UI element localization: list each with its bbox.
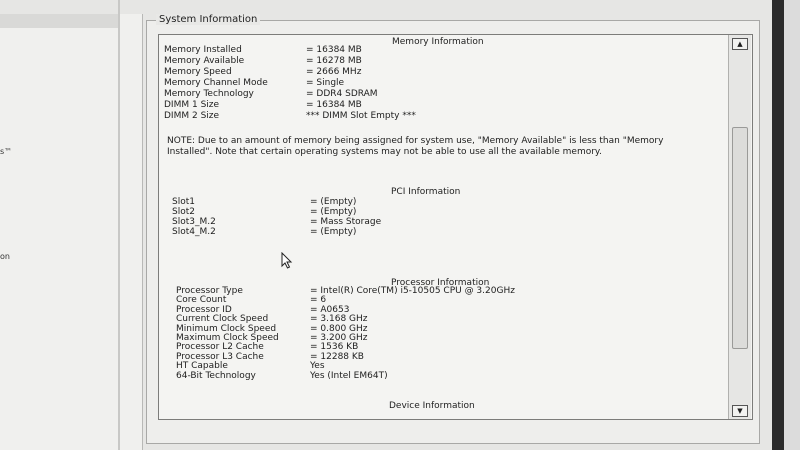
pane-divider [118, 0, 120, 450]
monitor-bezel [772, 0, 784, 450]
processor-value: Yes (Intel EM64T) [310, 370, 388, 381]
pci-row [172, 207, 592, 217]
processor-value: = Intel(R) Core(TM) i5-10505 CPU @ 3.20GHz [310, 286, 515, 296]
pci-value: = (Empty) [310, 207, 357, 217]
pci-label: Slot4_M.2 [172, 227, 216, 237]
processor-value: Yes [310, 361, 325, 372]
memory-label: Memory Channel Mode [164, 78, 268, 88]
processor-value: = 3.168 GHz [310, 314, 368, 325]
processor-label: 64-Bit Technology [176, 370, 256, 381]
navigation-pane [0, 14, 143, 450]
processor-label: Core Count [176, 295, 227, 306]
system-info-panel [158, 34, 753, 420]
pci-row [172, 217, 592, 227]
processor-label: Processor ID [176, 304, 232, 315]
up-arrow-icon[interactable]: ▲ [732, 38, 748, 50]
memory-value: = 2666 MHz [306, 67, 362, 77]
memory-value: *** DIMM Slot Empty *** [306, 111, 416, 121]
scroll-thumb[interactable] [732, 127, 748, 349]
processor-label: Minimum Clock Speed [176, 323, 277, 334]
group-title: System Information [156, 14, 260, 25]
memory-label: Memory Installed [164, 45, 242, 55]
processor-label: HT Capable [176, 361, 228, 372]
processor-label: Current Clock Speed [176, 314, 269, 325]
memory-section-title: Memory Information [392, 37, 484, 47]
pci-label: Slot1 [172, 197, 195, 207]
memory-value: = 16384 MB [306, 45, 362, 55]
processor-value: = 3.200 GHz [310, 333, 368, 343]
processor-label: Processor L3 Cache [176, 351, 264, 362]
memory-row [164, 67, 584, 77]
memory-row [164, 100, 584, 110]
device-section-title: Device Information [389, 401, 475, 411]
memory-label: DIMM 2 Size [164, 111, 220, 121]
pci-label: Slot2 [172, 207, 195, 217]
memory-label: DIMM 1 Size [164, 100, 220, 110]
processor-label: Processor L2 Cache [176, 342, 264, 353]
processor-label: Maximum Clock Speed [176, 333, 279, 343]
pci-value: = (Empty) [310, 227, 357, 237]
memory-label: Memory Available [164, 56, 245, 66]
processor-label: Processor Type [176, 286, 243, 296]
memory-row [164, 89, 584, 99]
memory-note: NOTE: Due to an amount of memory being assigned for system use, "Memory Available" is less than "Memory Installed". Note that certain operating systems may not be able to use all the available memory. [167, 136, 664, 157]
memory-label: Memory Technology [164, 89, 254, 99]
pci-value: = (Empty) [310, 197, 357, 207]
nav-fragment-1[interactable]: s™ [0, 147, 13, 156]
mouse-pointer-icon [281, 252, 293, 269]
memory-label: Memory Speed [164, 67, 232, 77]
vertical-scrollbar[interactable] [728, 35, 751, 419]
memory-value: = 16384 MB [306, 100, 362, 110]
memory-row [164, 78, 584, 88]
pci-value: = Mass Storage [310, 217, 382, 227]
pci-section-title: PCI Information [391, 187, 461, 197]
processor-row [176, 371, 596, 381]
processor-value: = 0.800 GHz [310, 323, 368, 334]
memory-row [164, 56, 584, 66]
navigation-pane-header [0, 14, 120, 28]
memory-row [164, 45, 584, 55]
processor-section-title: Processor Information [391, 278, 490, 288]
memory-value: = 16278 MB [306, 56, 362, 66]
processor-value: = A0653 [310, 304, 350, 315]
background-wall [784, 0, 800, 450]
memory-value: = DDR4 SDRAM [306, 89, 378, 99]
memory-row [164, 111, 584, 121]
down-arrow-icon[interactable]: ▼ [732, 405, 748, 417]
pci-row [172, 227, 592, 237]
processor-value: = 1536 KB [310, 342, 359, 353]
pci-label: Slot3_M.2 [172, 217, 216, 227]
pci-row [172, 197, 592, 207]
processor-value: = 6 [310, 295, 327, 306]
nav-fragment-2[interactable]: on [0, 252, 10, 261]
processor-value: = 12288 KB [310, 351, 364, 362]
memory-value: = Single [306, 78, 345, 88]
